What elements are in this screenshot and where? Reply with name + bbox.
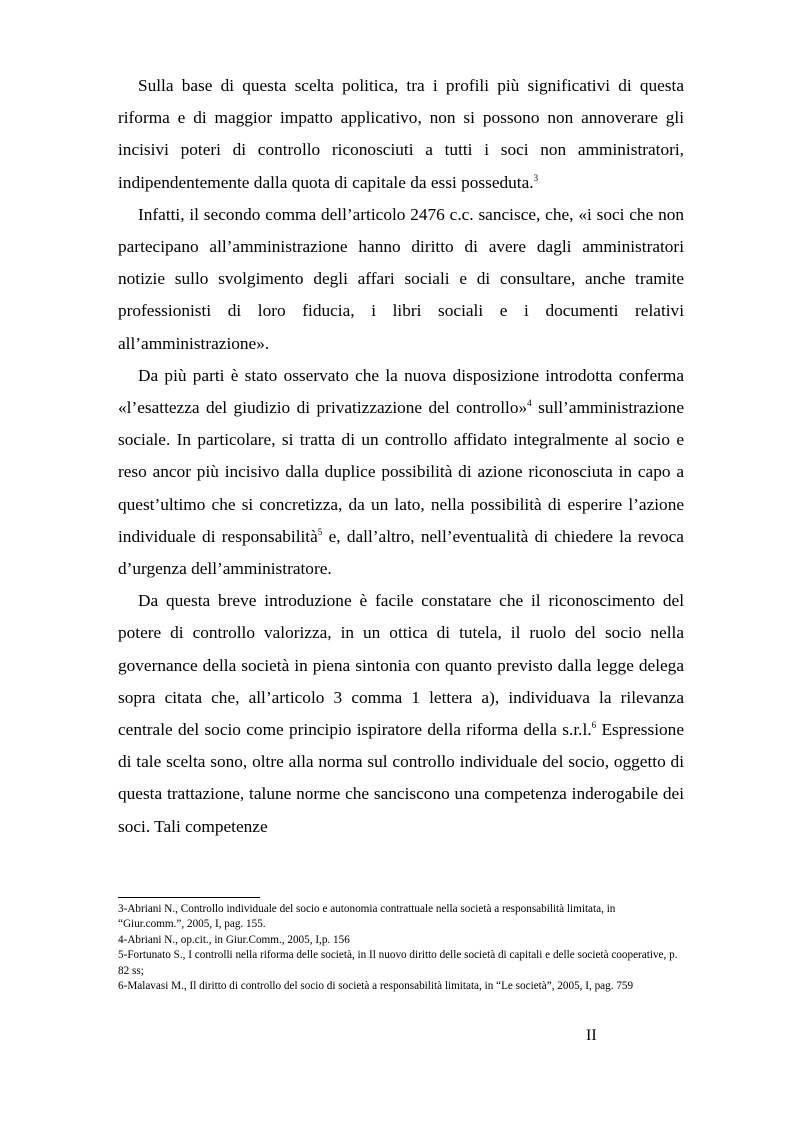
footnote-separator bbox=[118, 897, 260, 898]
page-body bbox=[118, 70, 684, 843]
footnote-ref-4: 4 bbox=[527, 398, 532, 409]
footnote-4: 4-Abriani N., op.cit., in Giur.Comm., 2005, I,p. 156 bbox=[118, 933, 350, 946]
paragraph-3-text-c: e, dall’altro, nell’eventualità di chiedere la revoca d’urgenza dell’amministratore. bbox=[118, 526, 684, 579]
footnote-ref-5: 5 bbox=[317, 526, 323, 537]
page-number: II bbox=[586, 1027, 597, 1044]
paragraph-1 bbox=[118, 70, 684, 199]
paragraph-4-text-b: Espressione di tale scelta sono, oltre alla norma sul controllo individuale del socio, oggetto di questa trattazione, talune norme che sanciscono una competenza inderogabile dei soci. Tali competenze bbox=[118, 720, 684, 836]
footnote-ref-6: 6 bbox=[591, 720, 597, 731]
paragraph-2 bbox=[118, 199, 684, 360]
paragraph-1-text: Sulla base di questa scelta politica, tra i profili più significativi di questa riforma e di maggior impatto applicativo, non si possono non annoverare gli incisivi poteri di controllo riconosciuti a tutti i soci non amministratori, indipendentemente dalla quota di capitale da essi posseduta. bbox=[118, 76, 684, 192]
footnote-6: 6-Malavasi M., Il diritto di controllo del socio di società a responsabilità limitata, in “Le società”, 2005, I, pag. 759 bbox=[118, 980, 634, 993]
paragraph-4-text-a: Da questa breve introduzione è facile constatare che il riconoscimento del potere di controllo valorizza, in un ottica di tutela, il ruolo del socio nella governance della società in piena sintonia con quanto previsto dalla legge delega sopra citata che, all’articolo 3 comma 1 lettera a), individuava la rilevanza centrale del socio come principio ispiratore della riforma della s.r.l. bbox=[118, 591, 684, 740]
paragraph-3-text-a: Da più parti è stato osservato che la nuova disposizione introdotta conferma «l’esattezza del giudizio di privatizzazione del controllo» bbox=[118, 365, 684, 418]
paragraph-4 bbox=[118, 585, 684, 843]
paragraph-3-text-b: sull’amministrazione sociale. In particolare, si tratta di un controllo affidato integralmente al socio e reso ancor più incisivo dalla duplice possibilità di azione riconosciuta in capo a quest’ultimo che si concretizza, da un lato, nella possibilità di esperire l’azione individuale di responsabilità bbox=[118, 398, 684, 546]
footnote-3: 3-Abriani N., Controllo individuale del socio e autonomia contrattuale nella società a responsabilità limitata, in “Giur.comm.”, 2005, I, pag. 155. bbox=[118, 903, 616, 931]
paragraph-3 bbox=[118, 360, 684, 585]
footnote-5: 5-Fortunato S., I controlli nella riforma delle società, in Il nuovo diritto delle società di capitali e delle società cooperative, p. 82 ss; bbox=[118, 949, 678, 977]
footnote-ref-3: 3 bbox=[533, 172, 539, 183]
footnotes bbox=[118, 902, 684, 994]
paragraph-2-text: Infatti, il secondo comma dell’articolo 2476 c.c. sancisce, che, «i soci che non partecipano all’amministrazione hanno diritto di avere dagli amministratori notizie sullo svolgimento degli affari sociali e di consultare, anche tramite professionisti di loro fiducia, i libri sociali e i documenti relativi all’amministrazione». bbox=[118, 204, 684, 353]
